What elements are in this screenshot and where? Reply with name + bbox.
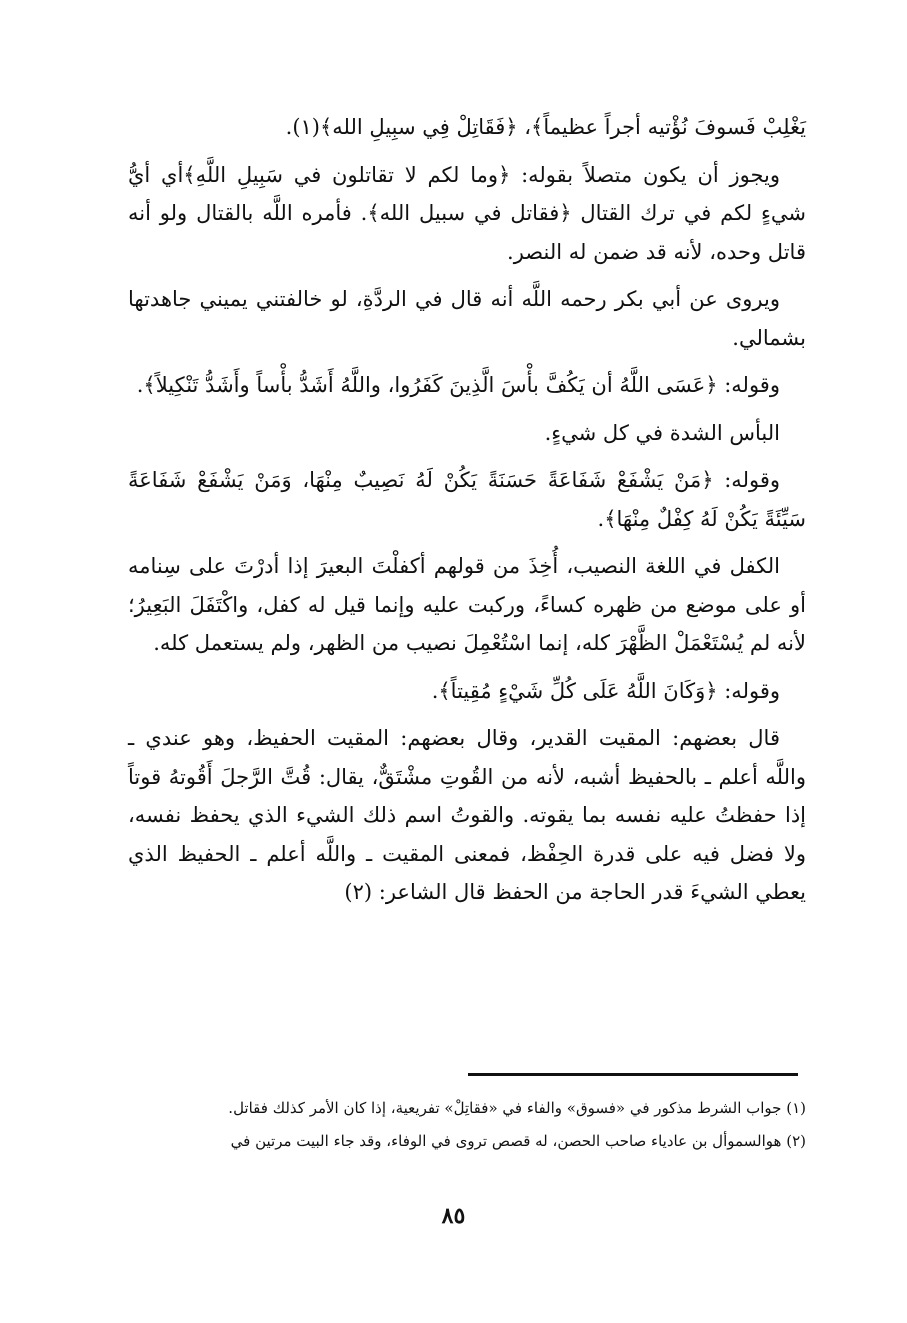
paragraph-7: الكفل في اللغة النصيب، أُخِذَ من قولهم أكفلْتَ البعيرَ إذا أدرْتَ على سِنامه أو على موضع من ظهره كساءً، وركبت عليه وإنما قيل له كفل، واكْتَفَلَ البَعِيرُ؛ لأنه لم يُسْتَعْمَلْ الظَّهْرَ كله، إنما اسْتُعْمِلَ نصيب من الظهر، ولم يستعمل كله. [128,554,806,655]
paragraph-8: وقوله: ﴿وَكَانَ اللَّهُ عَلَى كُلِّ شَيْءٍ مُقِيتاً﴾. [431,678,780,703]
paragraph-9: قال بعضهم: المقيت القدير، وقال بعضهم: المقيت الحفيظ، وهو عندي ـ واللَّه أعلم ـ بالحفيظ أشبه، لأنه من القُوتِ مشْتَقٌّ، يقال: قُتَّ الرَّجلَ أَقُوتهُ قوتاً إذا حفظتُ عليه نفسه بما يقوته. والقوتُ اسم ذلك الشيء الذي يحفظ نفسه، ولا فضل فيه على قدرة الحِفْظ، فمعنى المقيت ـ واللَّه أعلم ـ الحفيظ الذي يعطي الشيءَ قدر الحاجة من الحفظ قال الشاعر: (٢) [128,726,806,904]
paragraph-3: ويروى عن أبي بكر رحمه اللَّه أنه قال في الردَّةِ، لو خالفتني يميني جاهدتها بشمالي. [128,287,806,350]
footnote-divider [468,1073,798,1076]
footnote-2: (٢) هوالسموأل بن عادياء صاحب الحصن، له قصص تروى في الوفاء، وقد جاء البيت مرتين في [230,1132,806,1150]
paragraph-5: البأس الشدة في كل شيءٍ. [544,420,780,445]
footnotes [128,1092,806,1158]
footnote-1: (١) جواب الشرط مذكور في «فسوق» والفاء في «فقاتِلْ» تفريعية، إذا كان الأمر كذلك فقاتل. [228,1099,806,1117]
paragraph-2: ويجوز أن يكون متصلاً بقوله: ﴿وما لكم لا تقاتلون في سَبِيلِ اللَّهِ﴾أي أيُّ شيءٍ لكم في ترك القتال ﴿فقاتل في سبيل الله﴾. فأمره اللَّه بالقتال ولو أنه قاتل وحده، لأنه قد ضمن له النصر. [128,162,806,264]
page-number: ٨٥ [441,1203,466,1229]
main-text [128,108,806,921]
paragraph-1: يَغْلِبْ فَسوفَ نُؤْتيه أجراً عظيماً﴾، ﴿فَقَاتِلْ فِي سبِيلِ الله﴾(١). [285,115,806,139]
paragraph-4: وقوله: ﴿عَسَى اللَّهُ أن يَكُفَّ بأْسَ الَّذِينَ كَفَرُوا، واللَّهُ أَشَدُّ بأْساً وأَشَدُّ تَنْكِيلاً﴾. [136,373,780,397]
paragraph-6: وقوله: ﴿مَنْ يَشْفَعْ شَفَاعَةً حَسَنَةً يَكُنْ لَهُ نَصِيبٌ مِنْهَا، وَمَنْ يَشْفَعْ شَفَاعَةً سَيِّئَةً يَكُنْ لَهُ كِفْلٌ مِنْهَا﴾. [128,468,806,531]
